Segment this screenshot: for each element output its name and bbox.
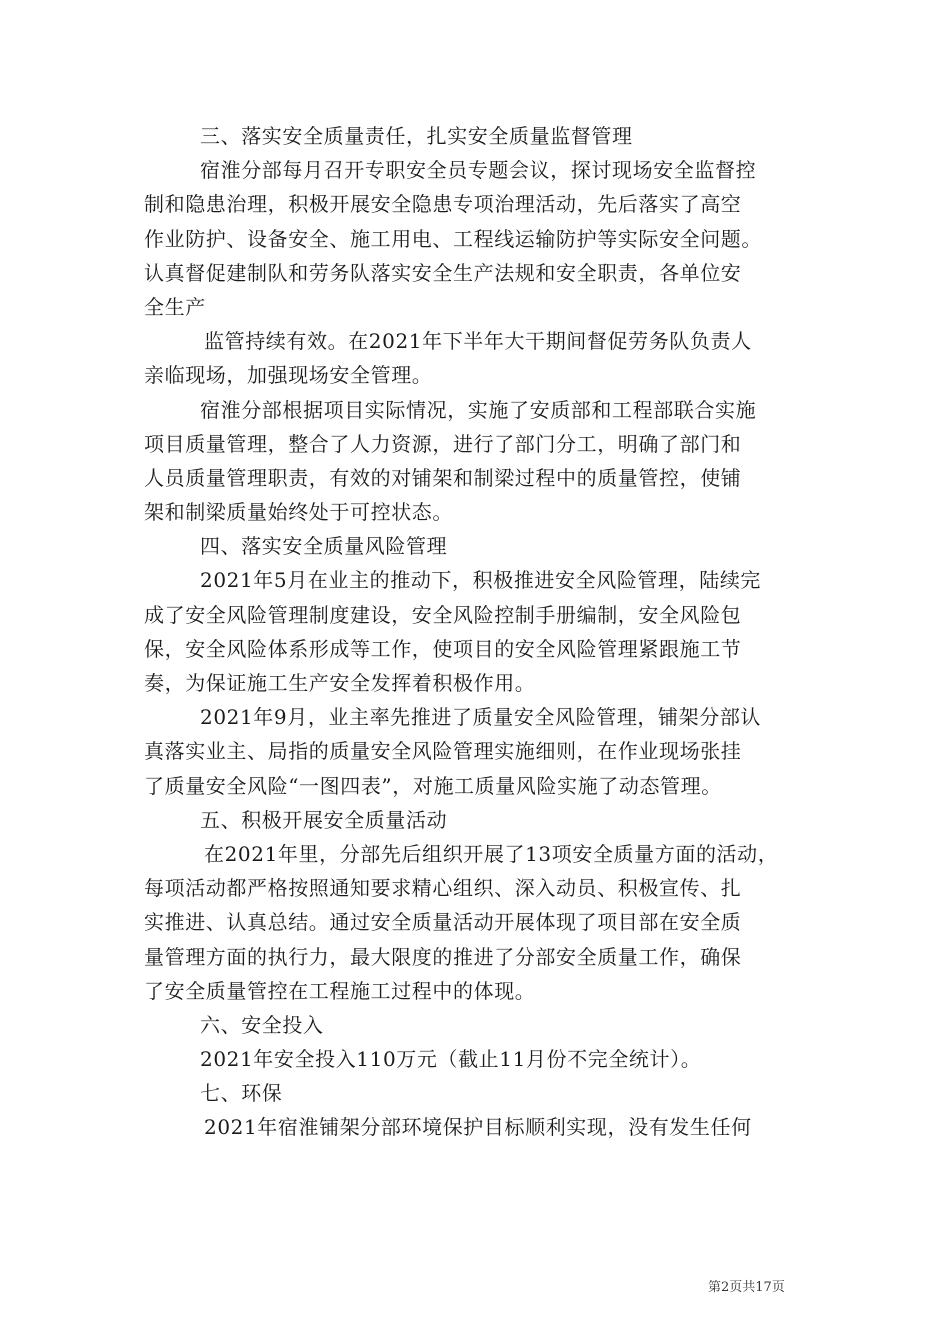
text-line: 2021年5月在业主的推动下，积极推进安全风险管理，陆续完 xyxy=(200,568,762,593)
document-body xyxy=(144,119,820,1145)
text-line: 量管理方面的执行力，最大限度的推进了分部安全质量工作，确保 xyxy=(144,944,742,969)
text-line: 宿淮分部根据项目实际情况，实施了安质部和工程部联合实施 xyxy=(200,397,757,422)
text-line: 2021年安全投入110万元（截止11月份不完全统计）。 xyxy=(200,1047,702,1072)
text-line: 六、安全投入 xyxy=(200,1012,324,1037)
text-line: 2021年宿淮铺架分部环境保护目标顺利实现，没有发生任何 xyxy=(204,1115,752,1140)
text-line: 宿淮分部每月召开专职安全员专题会议，探讨现场安全监督控 xyxy=(200,158,757,183)
text-line: 人员质量管理职责，有效的对铺架和制梁过程中的质量管控，使铺 xyxy=(144,465,742,490)
text-line: 项目质量管理，整合了人力资源，进行了部门分工，明确了部门和 xyxy=(144,431,742,456)
text-line: 七、环保 xyxy=(200,1081,283,1106)
text-line: 监管持续有效。在2021年下半年大干期间督促劳务队负责人 xyxy=(204,329,752,354)
text-line: 保，安全风险体系形成等工作，使项目的安全风险管理紧跟施工节 xyxy=(144,636,742,661)
text-line: 成了安全风险管理制度建设，安全风险控制手册编制，安全风险包 xyxy=(144,602,742,627)
text-line: 认真督促建制队和劳务队落实安全生产法规和安全职责，各单位安 xyxy=(144,260,742,285)
text-line: 亲临现场，加强现场安全管理。 xyxy=(144,363,433,388)
text-line: 五、积极开展安全质量活动 xyxy=(200,807,448,832)
text-line: 在2021年里，分部先后组织开展了13项安全质量方面的活动， xyxy=(204,841,779,866)
text-line: 作业防护、设备安全、施工用电、工程线运输防护等实际安全问题。 xyxy=(144,226,762,251)
text-line: 每项活动都严格按照通知要求精心组织、深入动员、积极宣传、扎 xyxy=(144,876,742,901)
text-line: 2021年9月，业主率先推进了质量安全风险管理，铺架分部认 xyxy=(200,705,762,730)
text-line: 真落实业主、局指的质量安全风险管理实施细则，在作业现场张挂 xyxy=(144,739,742,764)
page-number: 第2页共17页 xyxy=(708,1280,785,1295)
text-line: 三、落实安全质量责任，扎实安全质量监督管理 xyxy=(200,124,633,148)
text-line: 全生产 xyxy=(144,294,206,319)
text-line: 奏，为保证施工生产安全发挥着积极作用。 xyxy=(144,671,536,695)
text-line: 了质量安全风险“一图四表”，对施工质量风险实施了动态管理。 xyxy=(144,773,722,798)
text-line: 四、落实安全质量风险管理 xyxy=(200,534,448,559)
text-line: 制和隐患治理，积极开展安全隐患专项治理活动，先后落实了高空 xyxy=(144,192,742,217)
text-line: 实推进、认真总结。通过安全质量活动开展体现了项目部在安全质 xyxy=(144,910,742,935)
text-line: 了安全质量管控在工程施工过程中的体现。 xyxy=(144,978,536,1003)
text-line: 架和制梁质量始终处于可控状态。 xyxy=(144,500,453,525)
